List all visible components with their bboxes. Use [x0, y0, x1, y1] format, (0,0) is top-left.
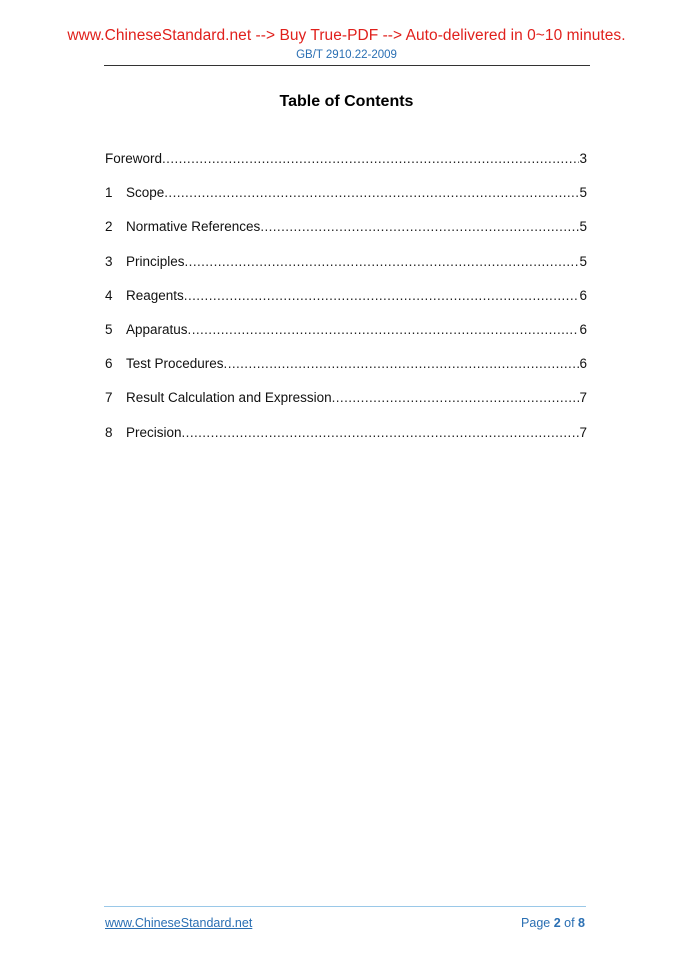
toc-entry-reagents[interactable] [105, 288, 587, 322]
toc-dot-leader [164, 185, 579, 200]
page-separator: of [560, 916, 579, 930]
toc-entry-scope[interactable] [105, 185, 587, 219]
toc-dot-leader [162, 151, 579, 166]
toc-entry-result-calculation[interactable] [105, 390, 587, 424]
page-current: 2 [553, 916, 561, 930]
header-divider [104, 65, 590, 66]
toc-list [105, 151, 587, 459]
toc-entry-label: Precision [126, 424, 182, 440]
toc-entry-page: 6 [579, 287, 587, 303]
toc-entry-principles[interactable] [105, 254, 587, 288]
toc-entry-page: 7 [579, 390, 587, 406]
toc-entry-number: 1 [105, 185, 113, 201]
toc-title: Table of Contents [279, 93, 414, 110]
toc-entry-page: 5 [579, 253, 587, 269]
toc-entry-apparatus[interactable] [105, 322, 587, 356]
standard-code: GB/T 2910.22-2009 [296, 49, 397, 61]
toc-dot-leader [182, 425, 580, 440]
toc-dot-leader [188, 322, 580, 337]
toc-entry-label: Principles [126, 253, 185, 269]
toc-entry-label: Reagents [126, 287, 184, 303]
toc-entry-number: 7 [105, 390, 113, 406]
toc-entry-page: 5 [579, 185, 587, 201]
toc-entry-label: Scope [126, 185, 165, 201]
toc-entry-page: 3 [579, 151, 587, 166]
toc-dot-leader [332, 390, 580, 405]
toc-dot-leader [260, 219, 579, 234]
toc-entry-foreword[interactable] [105, 151, 587, 185]
toc-entry-number: 8 [105, 424, 113, 440]
toc-entry-label: Normative References [126, 219, 261, 235]
toc-entry-number: 5 [105, 321, 113, 337]
toc-entry-label: Foreword [105, 151, 163, 166]
toc-entry-normative-references[interactable] [105, 219, 587, 253]
toc-dot-leader [224, 356, 580, 371]
toc-entry-page: 6 [579, 356, 587, 372]
toc-entry-number: 2 [105, 219, 113, 235]
toc-entry-label: Test Procedures [126, 356, 224, 372]
toc-entry-page: 7 [579, 424, 587, 440]
toc-entry-page: 5 [579, 219, 587, 235]
footer-website-link[interactable]: www.ChineseStandard.net [105, 916, 253, 930]
toc-entry-precision[interactable] [105, 425, 587, 459]
toc-dot-leader [185, 254, 580, 269]
promo-banner[interactable]: www.ChineseStandard.net --> Buy True-PDF --> Auto-delivered in 0~10 minutes. [67, 27, 626, 44]
toc-entry-test-procedures[interactable] [105, 356, 587, 390]
toc-entry-number: 4 [105, 287, 113, 303]
toc-entry-number: 3 [105, 253, 113, 269]
page-prefix: Page [521, 916, 554, 930]
toc-entry-label: Apparatus [126, 321, 188, 337]
page-indicator [521, 916, 585, 930]
toc-dot-leader [184, 288, 580, 303]
toc-entry-label: Result Calculation and Expression [126, 390, 332, 406]
page-total: 8 [578, 916, 585, 930]
toc-entry-number: 6 [105, 356, 113, 372]
footer-divider [104, 906, 586, 907]
toc-entry-page: 6 [579, 321, 587, 337]
